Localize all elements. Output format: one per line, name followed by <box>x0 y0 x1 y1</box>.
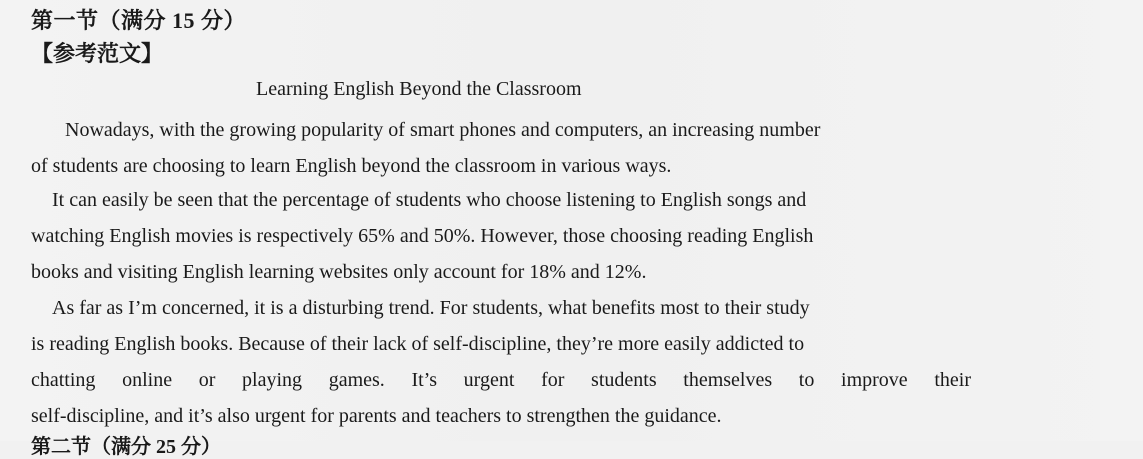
paragraph-line: of students are choosing to learn English beyond the classroom in various ways. <box>31 155 672 177</box>
paragraph-line: books and visiting English learning websites only account for 18% and 12%. <box>31 261 647 283</box>
essay-paragraph-3 <box>31 290 971 434</box>
section-heading: 第一节（满分 15 分） <box>31 8 247 33</box>
paragraph-line: As far as I’m concerned, it is a disturbing trend. For students, what benefits most to their study <box>52 297 810 319</box>
paragraph-line: watching English movies is respectively 65% and 50%. However, those choosing reading English <box>31 225 814 247</box>
paragraph-line: chatting online or playing games. It’s urgent for students themselves to improve their <box>31 369 971 391</box>
paragraph-line: It can easily be seen that the percentage of students who choose listening to English songs and <box>52 189 807 211</box>
next-section-heading-cut-off: 第二节（满分 25 分） <box>31 436 221 458</box>
paragraph-line: Nowadays, with the growing popularity of smart phones and computers, an increasing number <box>65 119 821 141</box>
paragraph-line: self-discipline, and it’s also urgent for parents and teachers to strengthen the guidance. <box>31 405 722 427</box>
essay-paragraph-1 <box>31 112 971 184</box>
essay-paragraph-2 <box>31 182 971 290</box>
paragraph-line: is reading English books. Because of their lack of self-discipline, they’re more easily addicted to <box>31 333 805 355</box>
essay-title: Learning English Beyond the Classroom <box>256 78 582 100</box>
reference-essay-label: 【参考范文】 <box>31 41 164 66</box>
